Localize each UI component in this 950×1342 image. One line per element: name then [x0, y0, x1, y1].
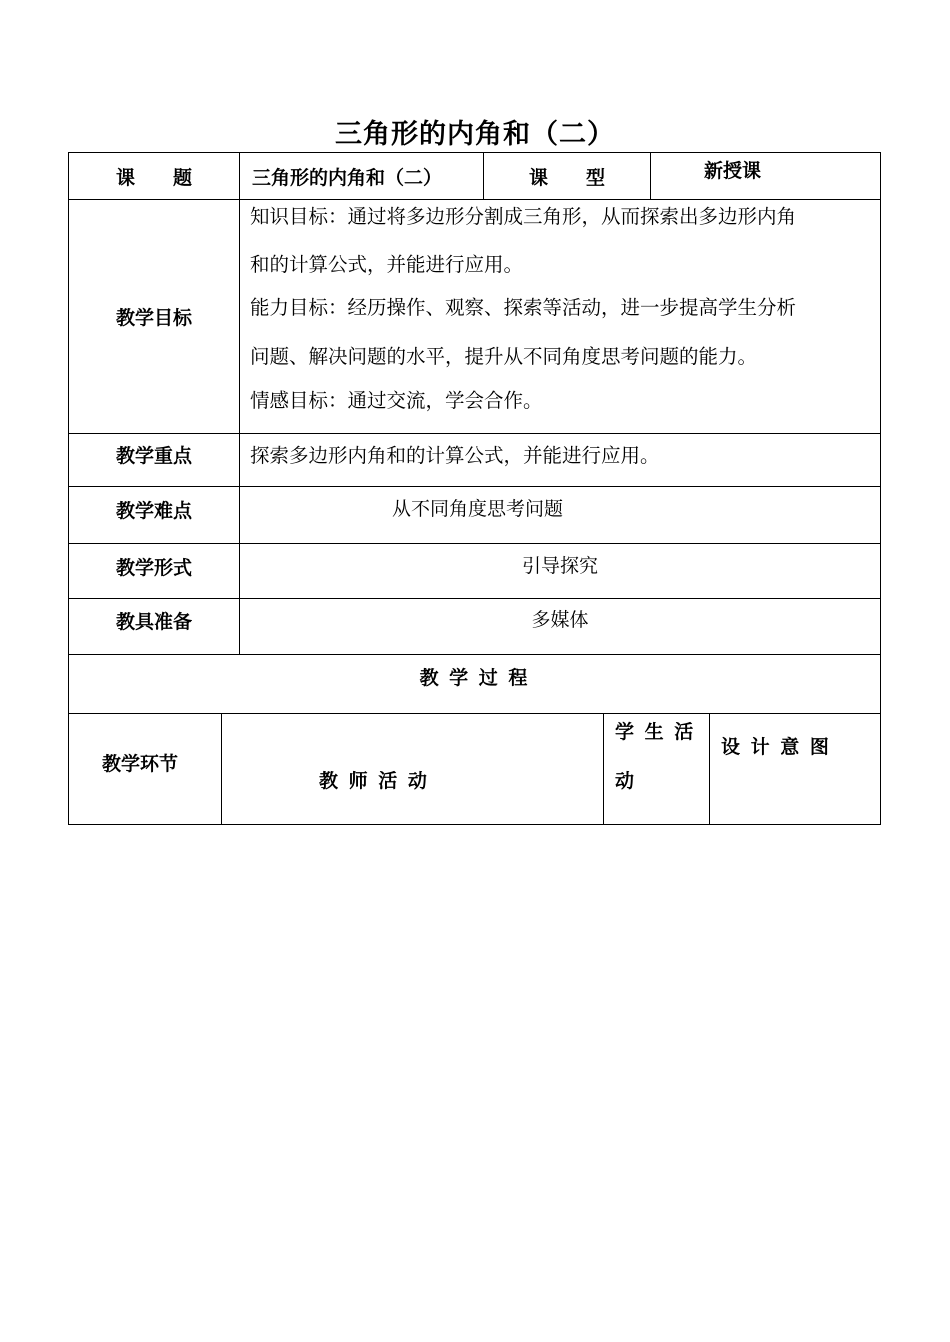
stage-column-header [69, 714, 222, 825]
tools-value-cell [240, 599, 881, 655]
document-title: 三角形的内角和（二） [335, 119, 615, 150]
form-label: 教学形式 [115, 557, 192, 579]
key-point-value-cell [240, 434, 881, 487]
student-column-label-line2: 动 [615, 770, 635, 792]
difficulty-value: 从不同角度思考问题 [392, 498, 564, 520]
student-column-header [604, 714, 710, 825]
ability-objective-line2: 问题、解决问题的水平，提升从不同角度思考问题的能力。 [250, 345, 758, 368]
topic-value-cell [240, 153, 484, 200]
process-heading: 教 学 过 程 [419, 667, 530, 689]
knowledge-objective-line1: 知识目标：通过将多边形分割成三角形，从而探索出多边形内角 [250, 205, 797, 228]
process-heading-cell [69, 655, 881, 714]
topic-label-cell [69, 153, 240, 200]
form-value-cell [240, 544, 881, 599]
topic-label: 课 题 [115, 166, 192, 189]
form-value: 引导探究 [521, 555, 598, 577]
difficulty-label: 教学难点 [115, 500, 192, 522]
tools-label: 教具准备 [115, 611, 192, 633]
tools-value: 多媒体 [531, 609, 589, 631]
objectives-label: 教学目标 [115, 307, 192, 329]
form-label-cell [69, 544, 240, 599]
objectives-content-cell [240, 200, 881, 434]
tools-label-cell [69, 599, 240, 655]
difficulty-label-cell [69, 487, 240, 544]
type-value: 新授课 [704, 160, 762, 182]
teacher-column-label: 教 师 活 动 [319, 770, 429, 792]
key-point-label-cell [69, 434, 240, 487]
lesson-plan-table [68, 152, 881, 825]
objectives-label-cell [69, 200, 240, 434]
type-label-cell [484, 153, 651, 200]
type-value-cell [651, 153, 881, 200]
stage-column-label: 教学环节 [102, 753, 179, 775]
teacher-column-header [222, 714, 604, 825]
student-column-label-line1: 学 生 活 [615, 721, 696, 743]
key-point-value: 探索多边形内角和的计算公式，并能进行应用。 [250, 444, 660, 467]
intent-column-header [710, 714, 881, 825]
emotion-objective-line: 情感目标：通过交流，学会合作。 [250, 389, 543, 412]
intent-column-label: 设 计 意 图 [721, 736, 831, 758]
key-point-label: 教学重点 [115, 445, 192, 467]
ability-objective-line1: 能力目标：经历操作、观察、探索等活动，进一步提高学生分析 [250, 296, 797, 319]
topic-value: 三角形的内角和（二） [252, 167, 443, 189]
knowledge-objective-line2: 和的计算公式，并能进行应用。 [250, 253, 524, 276]
difficulty-value-cell [240, 487, 881, 544]
type-label: 课 型 [528, 166, 605, 189]
